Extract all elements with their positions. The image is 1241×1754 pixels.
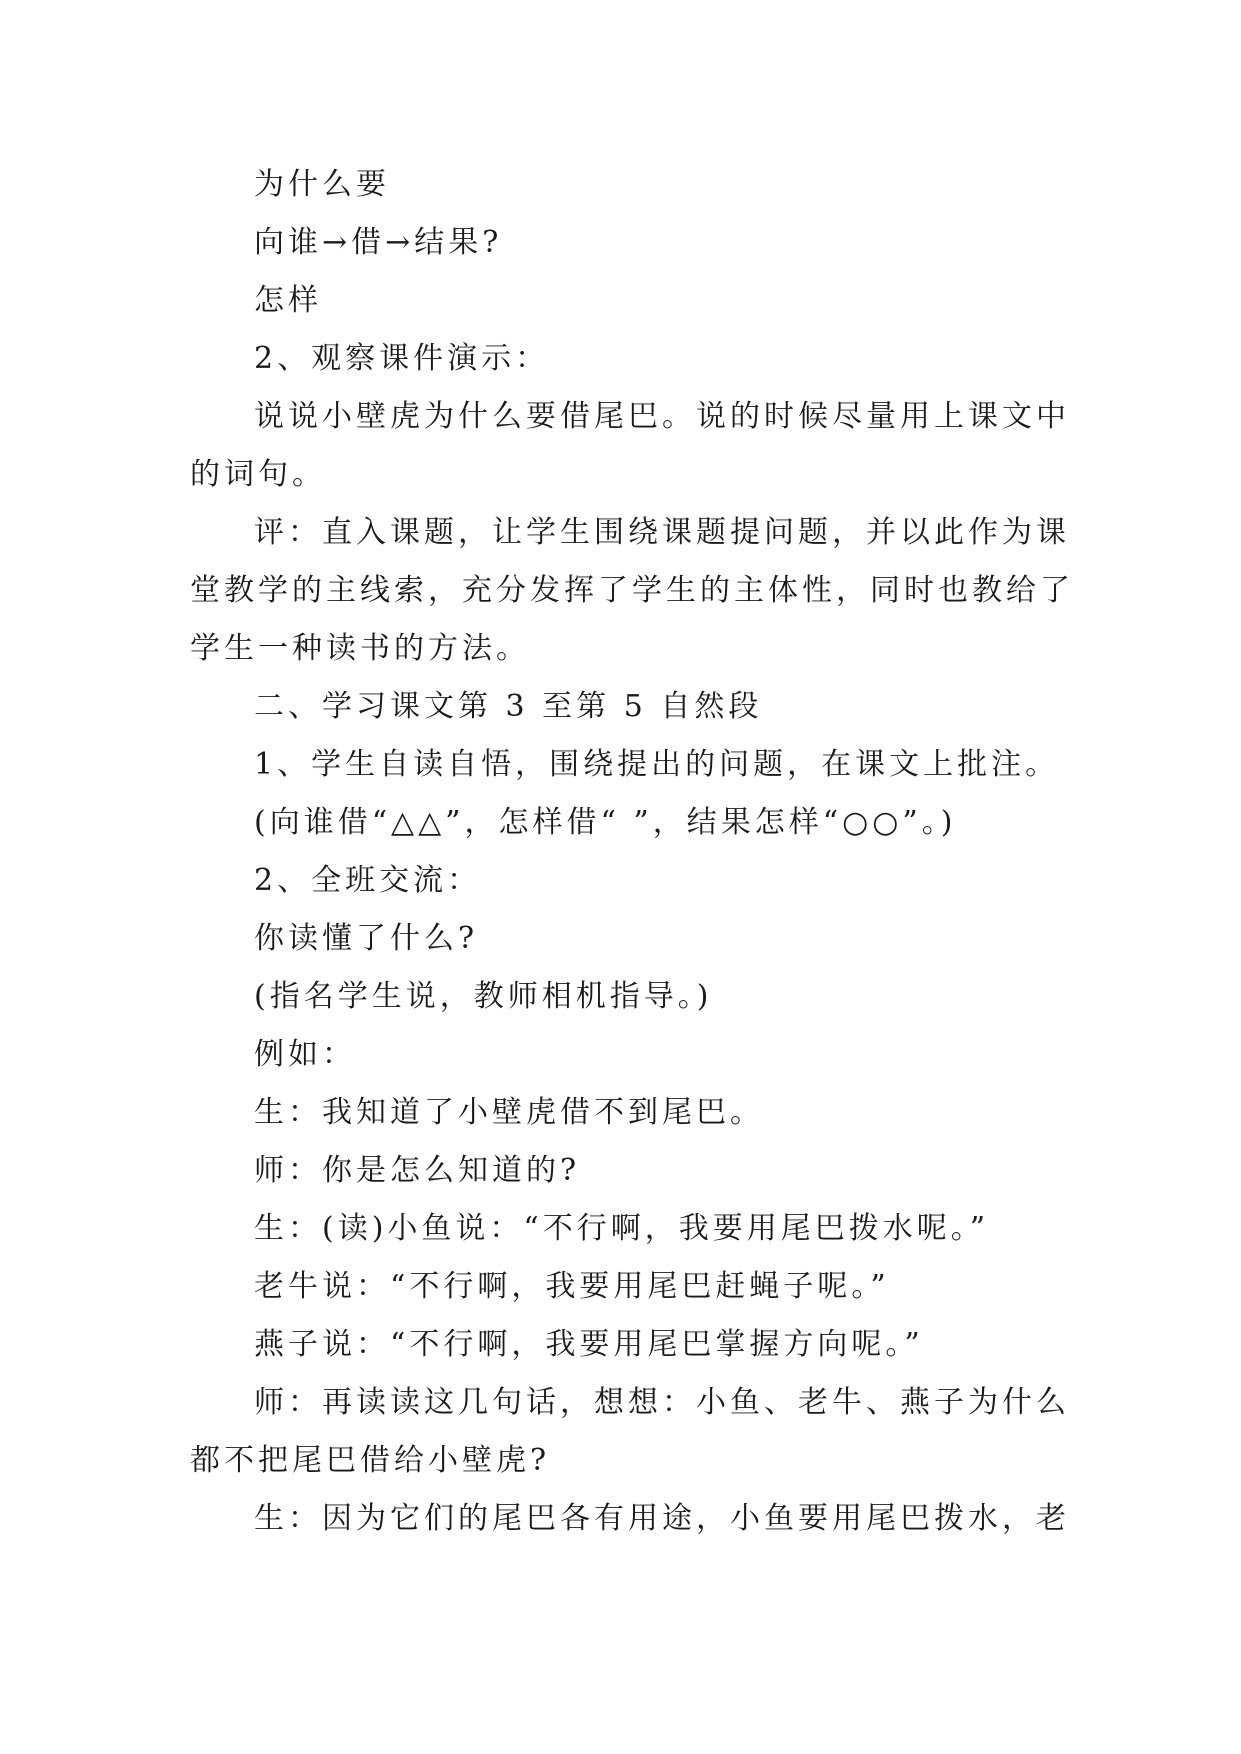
text-line: 评：直入课题，让学生围绕课题提问题，并以此作为课 [254,515,1070,550]
dialogue-line: 生：因为它们的尾巴各有用途，小鱼要用尾巴拨水，老 [254,1501,1070,1536]
dialogue-line: 师：你是怎么知道的? [254,1153,581,1188]
text-line: 堂教学的主线索，充分发挥了学生的主体性，同时也教给了 [190,573,1074,608]
section-heading: 2、全班交流： [254,863,482,898]
dialogue-line: 生：我知道了小壁虎借不到尾巴。 [254,1095,764,1130]
text-line: 向谁→借→结果? [254,225,503,260]
text-line: 说说小壁虎为什么要借尾巴。说的时候尽量用上课文中 [254,399,1070,434]
text-line: 的词句。 [190,457,326,492]
text-line: 为什么要 [254,167,390,202]
dialogue-line: 都不把尾巴借给小壁虎? [190,1443,551,1478]
text-line: (向谁借“△△”，怎样借“ ”，结果怎样“○○”。) [254,805,957,840]
text-line: 例如： [254,1037,356,1072]
text-line: (指名学生说，教师相机指导。) [254,979,713,1014]
text-line: 你读懂了什么? [254,921,479,956]
text-line: 1、学生自读自悟，围绕提出的问题，在课文上批注。 [254,747,1060,782]
section-heading: 2、观察课件演示： [254,341,550,376]
text-line: 学生一种读书的方法。 [190,631,530,666]
text-line: 怎样 [254,283,322,318]
dialogue-line: 燕子说：“不行啊，我要用尾巴掌握方向呢。” [254,1327,924,1362]
dialogue-line: 师：再读读这几句话，想想：小鱼、老牛、燕子为什么 [254,1385,1070,1420]
section-heading: 二、学习课文第 3 至第 5 自然段 [254,689,763,724]
dialogue-line: 老牛说：“不行啊，我要用尾巴赶蝇子呢。” [254,1269,890,1304]
dialogue-line: 生：(读)小鱼说：“不行啊，我要用尾巴拨水呢。” [254,1211,990,1246]
